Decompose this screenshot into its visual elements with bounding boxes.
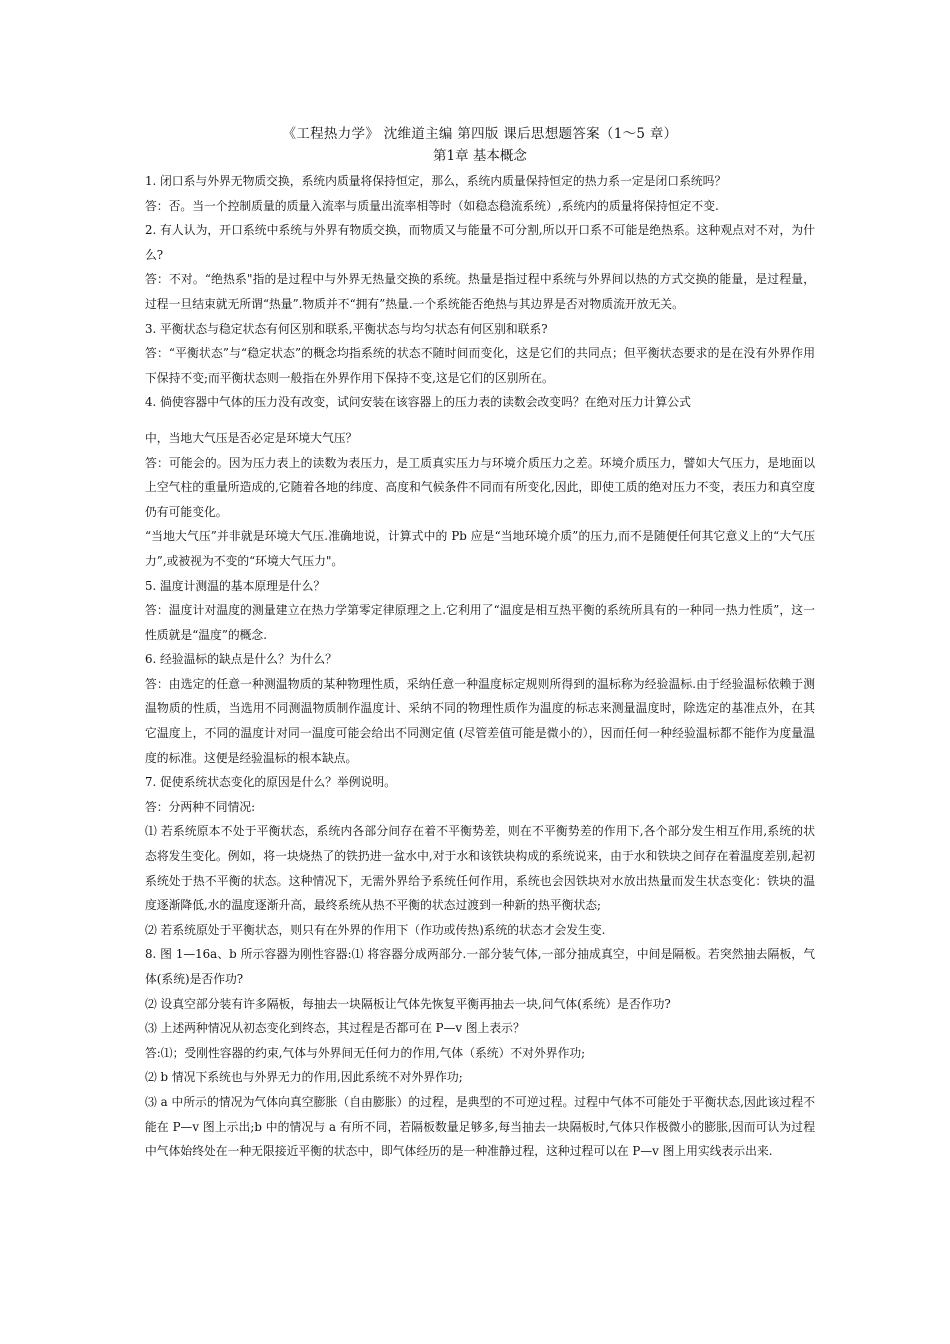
chapter-heading: 第1章 基本概念 (433, 148, 527, 164)
question-5: 5. 温度计测温的基本原理是什么？ (145, 578, 326, 593)
answer-4-note: “当地大气压”并非就是环境大气压.准确地说，计算式中的 Pb 应是“当地环境介质”的压力,而不是随便任何其它意义上的“大气压力”,或被视为不变的“环境大气压力"。 (145, 529, 815, 568)
answer-7: 答：分两种不同情况: (145, 799, 256, 814)
answer-7-case-1: ⑴ 若系统原本不处于平衡状态，系统内各部分间存在着不平衡势差，则在不平衡势差的作用下,各个部分发生相互作用,系统的状态将发生变化。例如，将一块烧热了的铁扔进一盆水中,对于水和该铁块构成的系统说来，由于水和铁块之间存在着温度差别,起初系统处于热不平衡的状态。这种情况下，无需外界给予系统任何作用，系统也会因铁块对水放出热量而发生状态变化：铁块的温度逐渐降低,水的温度逐渐升高，最终系统从热不平衡的状态过渡到一种新的热平衡状态; (145, 824, 815, 913)
question-8: 8. 图 1—16a、b 所示容器为刚性容器:⑴ 将容器分成两部分.一部分装气体,一部分抽成真空，中间是隔板。若突然抽去隔板，气体(系统)是否作功? (145, 947, 815, 986)
question-4: 4. 倘使容器中气体的压力没有改变，试问安装在该容器上的压力表的读数会改变吗？在绝对压力计算公式 (145, 395, 691, 410)
document-page (145, 124, 815, 1164)
question-8-part-2: ⑵ 设真空部分装有许多隔板，每抽去一块隔板让气体先恢复平衡再抽去一块,问气体(系统）是否作功? (145, 996, 671, 1011)
question-6: 6. 经验温标的缺点是什么？为什么？ (145, 652, 337, 667)
answer-3: 答：“平衡状态”与“稳定状态”的概念均指系统的状态不随时间而变化，这是它们的共同点；但平衡状态要求的是在没有外界作用下保持不变;而平衡状态则一般指在外界作用下保持不变,这是它们的区别所在。 (145, 346, 815, 385)
question-4-continued: 中，当地大气压是否必定是环境大气压？ (145, 430, 358, 445)
formula-gap (145, 415, 815, 426)
answer-8-part-1: 答:⑴；受刚性容器的约束,气体与外界间无任何力的作用,气体（系统）不对外界作功; (145, 1045, 586, 1060)
answer-8-part-2: ⑵ b 情况下系统也与外界无力的作用,因此系统不对外界作功; (145, 1070, 463, 1085)
document-title: 《工程热力学》 沈维道主编 第四版 课后思想题答案（1～5 章） (282, 126, 678, 142)
answer-8-part-3: ⑶ a 中所示的情况为气体向真空膨胀（自由膨胀）的过程，是典型的不可逆过程。过程中气体不可能处于平衡状态,因此该过程不能在 P—v 图上示出;b 中的情况与 a 有所不同，若隔板数量足够多,每当抽去一块隔板时,气体只作极微小的膨胀,因而可认为过程中气体始终处在一种无限接近平衡的状态中，即气体经历的是一种准静过程，这种过程可以在 P—v 图上用实线表示出来. (145, 1094, 815, 1159)
answer-7-case-2: ⑵ 若系统原处于平衡状态，则只有在外界的作用下（作功或传热)系统的状态才会发生变. (145, 922, 606, 937)
question-8-part-3: ⑶ 上述两种情况从初态变化到终态，其过程是否都可在 P—v 图上表示？ (145, 1021, 525, 1036)
question-2: 2. 有人认为，开口系统中系统与外界有物质交换，而物质又与能量不可分割,所以开口系不可能是绝热系。这种观点对不对，为什么? (145, 223, 815, 262)
answer-5: 答：温度计对温度的测量建立在热力学第零定律原理之上.它利用了“温度是相互热平衡的系统所具有的一种同一热力性质”，这一性质就是“温度”的概念. (145, 603, 815, 642)
answer-1: 答：否。当一个控制质量的质量入流率与质量出流率相等时（如稳态稳流系统）,系统内的质量将保持恒定不变. (145, 198, 719, 213)
question-1: 1. 闭口系与外界无物质交换，系统内质量将保持恒定，那么，系统内质量保持恒定的热力系一定是闭口系统吗？ (145, 174, 727, 188)
answer-4: 答：可能会的。因为压力表上的读数为表压力，是工质真实压力与环境介质压力之差。环境介质压力，譬如大气压力，是地面以上空气柱的重量所造成的,它随着各地的纬度、高度和气候条件不同而有所变化,因此，即使工质的绝对压力不变，表压力和真空度仍有可能变化。 (145, 455, 815, 519)
question-3: 3. 平衡状态与稳定状态有何区别和联系,平衡状态与均匀状态有何区别和联系? (145, 321, 548, 336)
answer-2: 答：不对。“绝热系"指的是过程中与外界无热量交换的系统。热量是指过程中系统与外界间以热的方式交换的能量，是过程量，过程一旦结束就无所谓“热量”.物质并不“拥有”热量.一个系统能否绝热与其边界是否对物质流开放无关。 (145, 272, 815, 311)
answer-6: 答：由选定的任意一种测温物质的某种物理性质，采纳任意一种温度标定规则所得到的温标称为经验温标.由于经验温标依赖于测温物质的性质，当选用不同测温物质制作温度计、采纳不同的物理性质作为温度的标志来测量温度时，除选定的基准点外，在其它温度上，不同的温度计对同一温度可能会给出不同测定值 (尽管差值可能是微小的），因而任何一种经验温标都不能作为度量温度的标准。这便是经验温标的根本缺点。 (145, 676, 815, 765)
question-7: 7. 促使系统状态变化的原因是什么？举例说明。 (145, 775, 396, 790)
